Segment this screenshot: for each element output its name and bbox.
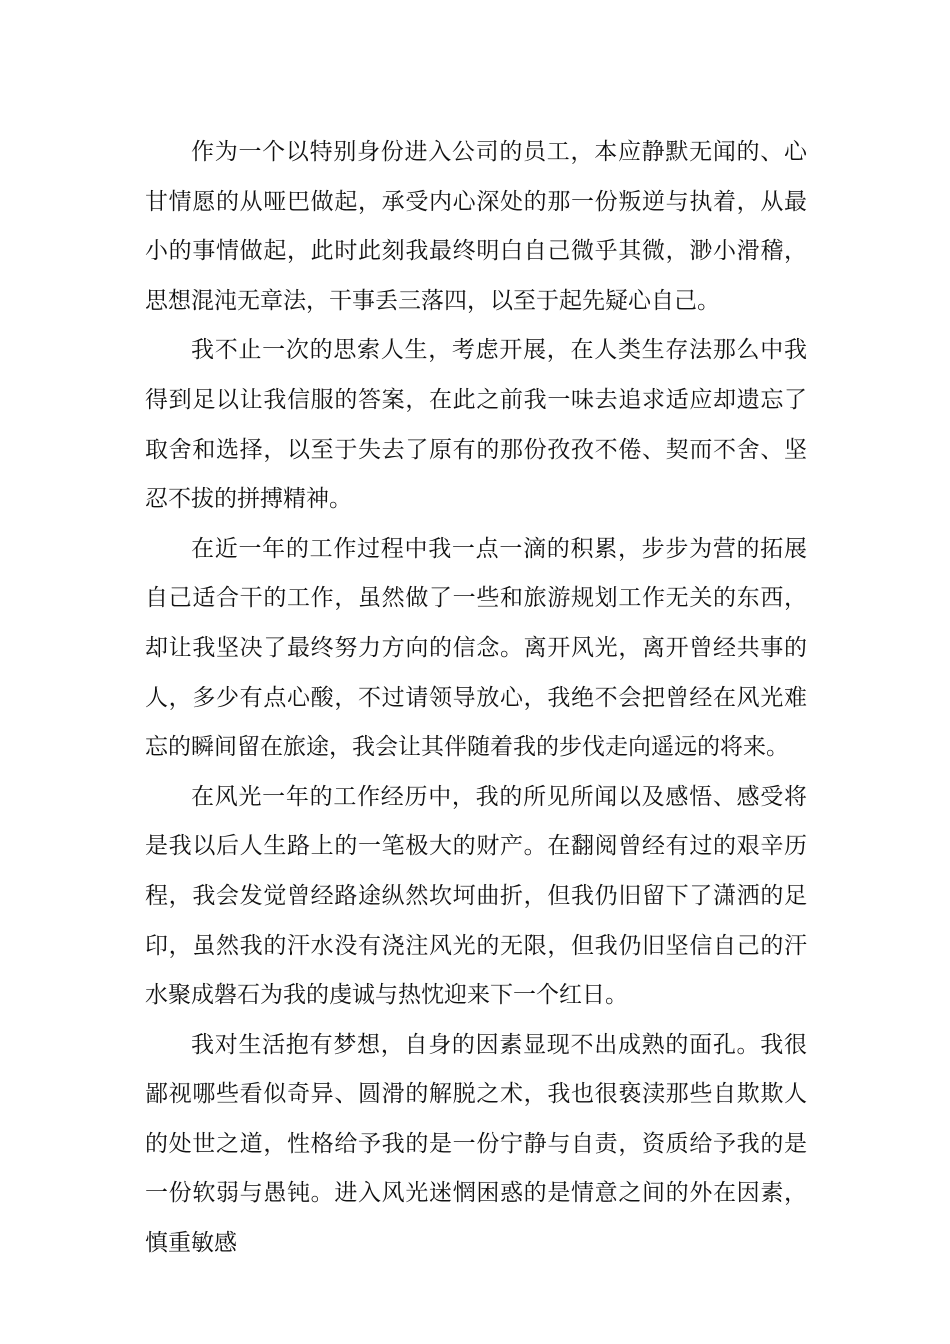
- paragraph-4: 在风光一年的工作经历中，我的所见所闻以及感悟、感受将是我以后人生路上的一笔极大的财产。在翻阅曾经有过的艰辛历程，我会发觉曾经路途纵然坎坷曲折，但我仍旧留下了潇洒的足印，虽然我的汗水没有浇注风光的无限，但我仍旧坚信自己的汗水聚成磐石为我的虔诚与热忱迎来下一个红日。: [145, 783, 807, 1009]
- paragraph-3: 在近一年的工作过程中我一点一滴的积累，步步为营的拓展自己适合干的工作，虽然做了一些和旅游规划工作无关的东西，却让我坚决了最终努力方向的信念。离开风光，离开曾经共事的人，多少有点心酸，不过请领导放心，我绝不会把曾经在风光难忘的瞬间留在旅途，我会让其伴随着我的步伐走向遥远的将来。: [145, 535, 807, 761]
- paragraph-5: 我对生活抱有梦想，自身的因素显现不出成熟的面孔。我很鄙视哪些看似奇异、圆滑的解脱之术，我也很亵渎那些自欺欺人的处世之道，性格给予我的是一份宁静与自责，资质给予我的是一份软弱与愚钝。进入风光迷惘困惑的是情意之间的外在因素，慎重敏感: [145, 1031, 807, 1257]
- document-body: [145, 128, 807, 1269]
- paragraph-1: 作为一个以特别身份进入公司的员工，本应静默无闻的、心甘情愿的从哑巴做起，承受内心深处的那一份叛逆与执着，从最小的事情做起，此时此刻我最终明白自己微乎其微，渺小滑稽，思想混沌无章法，干事丢三落四，以至于起先疑心自己。: [145, 139, 807, 314]
- paragraph-2: 我不止一次的思索人生，考虑开展，在人类生存法那么中我得到足以让我信服的答案，在此之前我一味去追求适应却遗忘了取舍和选择，以至于失去了原有的那份孜孜不倦、契而不舍、坚忍不拔的拼搏精神。: [145, 337, 807, 513]
